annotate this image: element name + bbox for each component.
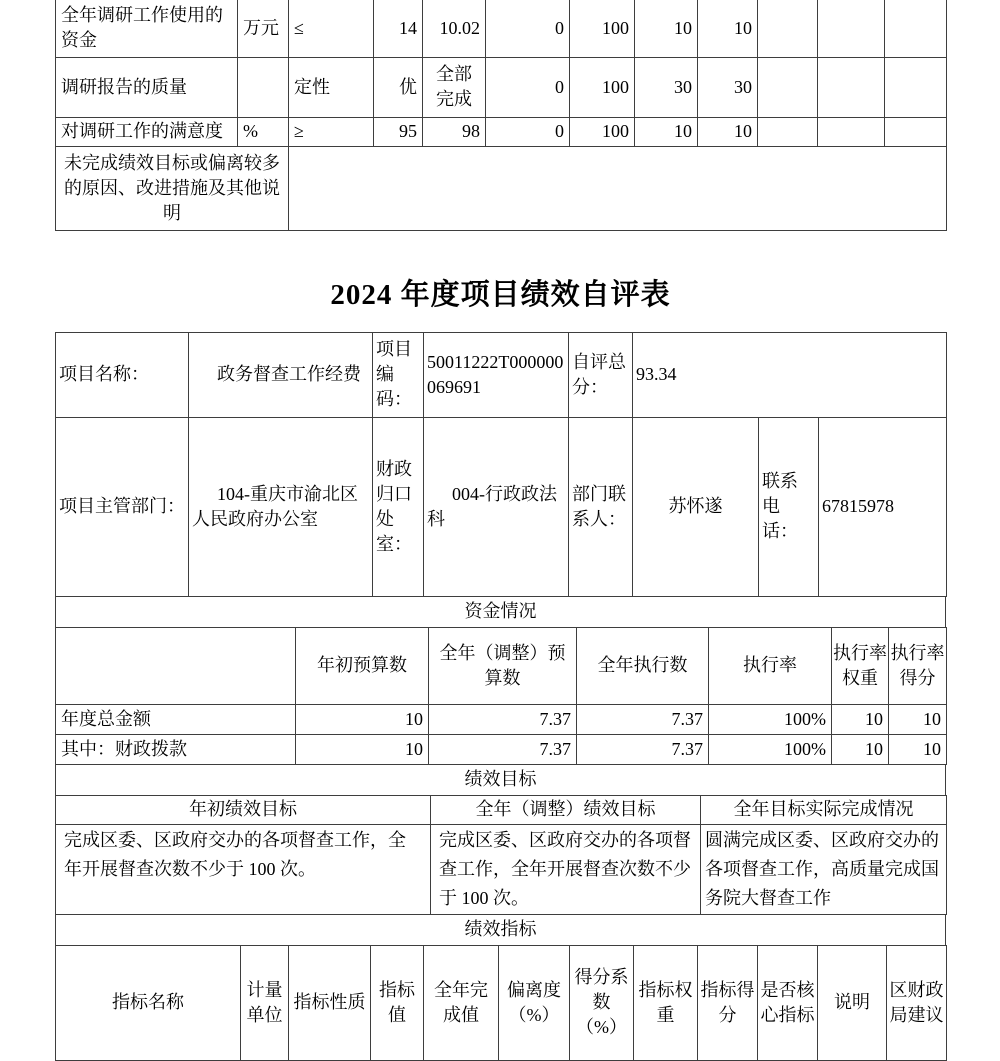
indicator-score: 30 xyxy=(698,57,758,117)
project-name-label: 项目名称： xyxy=(56,332,189,417)
funds-section xyxy=(55,596,946,628)
funds-executed: 7.37 xyxy=(577,704,709,734)
indicator-nature: ≥ xyxy=(289,117,374,146)
indicators-header-table xyxy=(55,945,947,1061)
indicator-suggestion xyxy=(885,57,947,117)
table-row xyxy=(56,417,947,596)
indicator-coefficient: 100 xyxy=(570,0,635,57)
funds-rate-weight: 10 xyxy=(832,734,889,764)
funds-adjusted: 7.37 xyxy=(429,704,577,734)
project-code-label: 项目编码： xyxy=(373,332,424,417)
funds-rate-score: 10 xyxy=(889,704,947,734)
funds-executed: 7.37 xyxy=(577,734,709,764)
table-row xyxy=(56,57,947,117)
funds-table xyxy=(55,627,947,765)
header-suggestion: 区财政局建议 xyxy=(887,945,947,1060)
document xyxy=(55,0,946,1061)
indicator-core xyxy=(758,0,818,57)
phone-label: 联系电话： xyxy=(759,417,819,596)
funds-header-rate: 执行率 xyxy=(709,627,832,704)
indicator-target: 优 xyxy=(374,57,423,117)
indicator-deviation: 0 xyxy=(486,117,570,146)
indicator-target: 95 xyxy=(374,117,423,146)
indicator-table-fragment xyxy=(55,0,947,231)
project-name-value: 政务督查工作经费 xyxy=(189,332,373,417)
header-coefficient: 得分系数（%） xyxy=(570,945,634,1060)
phone-value: 67815978 xyxy=(819,417,947,596)
indicator-name: 对调研工作的满意度 xyxy=(56,117,238,146)
indicator-note xyxy=(818,117,885,146)
indicator-unit xyxy=(238,57,289,117)
finance-office-label: 财政归口处室： xyxy=(373,417,424,596)
table-row xyxy=(56,332,947,417)
funds-header-adjusted: 全年（调整）预算数 xyxy=(429,627,577,704)
funds-header-initial: 年初预算数 xyxy=(296,627,429,704)
indicator-core xyxy=(758,117,818,146)
self-score-label: 自评总分： xyxy=(569,332,633,417)
indicator-score: 10 xyxy=(698,0,758,57)
indicator-unit: 万元 xyxy=(238,0,289,57)
funds-row-label: 其中：财政拨款 xyxy=(56,734,296,764)
finance-office-value: 004-行政政法科 xyxy=(424,417,569,596)
dept-value: 104-重庆市渝北区人民政府办公室 xyxy=(189,417,373,596)
header-nature: 指标性质 xyxy=(289,945,371,1060)
contact-label: 部门联系人： xyxy=(569,417,633,596)
indicator-name: 调研报告的质量 xyxy=(56,57,238,117)
indicator-completed: 10.02 xyxy=(423,0,486,57)
funds-adjusted: 7.37 xyxy=(429,734,577,764)
funds-row xyxy=(56,734,947,764)
project-info-table xyxy=(55,332,947,597)
indicator-suggestion xyxy=(885,0,947,57)
funds-row xyxy=(56,704,947,734)
indicator-suggestion xyxy=(885,117,947,146)
goals-header-initial: 年初绩效目标 xyxy=(56,795,431,824)
indicator-completed: 98 xyxy=(423,117,486,146)
goals-content-row xyxy=(56,824,947,914)
indicators-section-title: 绩效指标 xyxy=(56,914,946,945)
goal-initial-text: 完成区委、区政府交办的各项督查工作，全年开展督查次数不少于 100 次。 xyxy=(56,824,431,914)
dept-label: 项目主管部门： xyxy=(56,417,189,596)
indicator-coefficient: 100 xyxy=(570,57,635,117)
funds-rate-weight: 10 xyxy=(832,704,889,734)
funds-section-title: 资金情况 xyxy=(56,596,946,627)
indicator-completed: 全部完成 xyxy=(423,57,486,117)
header-target: 指标值 xyxy=(371,945,424,1060)
goals-section xyxy=(55,764,946,796)
header-note: 说明 xyxy=(818,945,887,1060)
header-indicator-name: 指标名称 xyxy=(56,945,241,1060)
funds-row-label: 年度总金额 xyxy=(56,704,296,734)
funds-initial: 10 xyxy=(296,704,429,734)
unfinished-reason-value xyxy=(289,146,947,230)
contact-value: 苏怀遂 xyxy=(633,417,759,596)
goals-header-actual: 全年目标实际完成情况 xyxy=(701,795,947,824)
goal-actual-text: 圆满完成区委、区政府交办的各项督查工作，高质量完成国务院大督查工作 xyxy=(701,824,947,914)
indicator-weight: 10 xyxy=(635,117,698,146)
indicator-coefficient: 100 xyxy=(570,117,635,146)
funds-rate-score: 10 xyxy=(889,734,947,764)
goals-header-row xyxy=(56,795,947,824)
funds-header-rate-score: 执行率得分 xyxy=(889,627,947,704)
table-row xyxy=(56,0,947,57)
funds-header-blank xyxy=(56,627,296,704)
indicator-note xyxy=(818,57,885,117)
goals-section-title: 绩效目标 xyxy=(56,764,946,795)
funds-initial: 10 xyxy=(296,734,429,764)
indicator-score: 10 xyxy=(698,117,758,146)
header-weight: 指标权重 xyxy=(634,945,698,1060)
table-row xyxy=(56,146,947,230)
indicator-note xyxy=(818,0,885,57)
unfinished-reason-label: 未完成绩效目标或偏离较多的原因、改进措施及其他说明 xyxy=(56,146,289,230)
indicator-unit: % xyxy=(238,117,289,146)
indicators-section xyxy=(55,914,946,946)
goals-table xyxy=(55,795,947,915)
indicator-weight: 30 xyxy=(635,57,698,117)
funds-rate: 100% xyxy=(709,734,832,764)
indicator-name: 全年调研工作使用的资金 xyxy=(56,0,238,57)
funds-header-rate-weight: 执行率权重 xyxy=(832,627,889,704)
table-row xyxy=(56,117,947,146)
goal-adjusted-text: 完成区委、区政府交办的各项督查工作，全年开展督查次数不少于 100 次。 xyxy=(431,824,701,914)
header-deviation: 偏离度（%） xyxy=(499,945,570,1060)
indicator-core xyxy=(758,57,818,117)
header-core: 是否核心指标 xyxy=(758,945,818,1060)
header-unit: 计量单位 xyxy=(241,945,289,1060)
indicator-deviation: 0 xyxy=(486,0,570,57)
page-title: 2024 年度项目绩效自评表 xyxy=(330,279,671,311)
goals-header-adjusted: 全年（调整）绩效目标 xyxy=(431,795,701,824)
self-score-value: 93.34 xyxy=(633,332,947,417)
indicator-nature: ≤ xyxy=(289,0,374,57)
indicator-target: 14 xyxy=(374,0,423,57)
indicator-nature: 定性 xyxy=(289,57,374,117)
header-completed: 全年完成值 xyxy=(424,945,499,1060)
indicator-deviation: 0 xyxy=(486,57,570,117)
funds-rate: 100% xyxy=(709,704,832,734)
indicator-weight: 10 xyxy=(635,0,698,57)
header-score: 指标得分 xyxy=(698,945,758,1060)
project-code-value: 50011222T000000069691 xyxy=(424,332,569,417)
funds-header-executed: 全年执行数 xyxy=(577,627,709,704)
funds-header-row xyxy=(56,627,947,704)
